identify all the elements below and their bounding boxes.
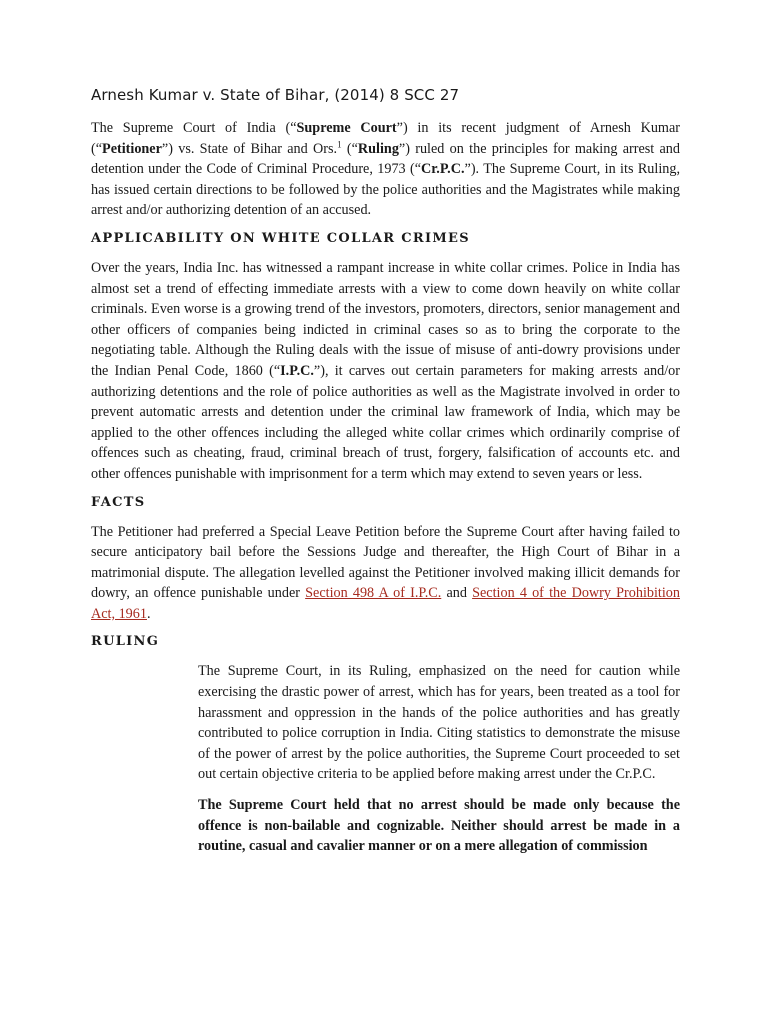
ruling-blockquote [198,661,680,856]
section-498a-link[interactable]: Section 498 A of I.P.C. [305,585,442,602]
defined-term-ruling: Ruling [357,140,399,157]
dowry-act-link[interactable]: Section 4 of the Dowry Prohibition Act, 1961 [91,585,680,622]
defined-term-ipc: I.P.C. [280,362,314,379]
case-title: Arnesh Kumar v. State of Bihar, (2014) 8 SCC 27 [91,86,460,104]
applicability-text: ”), it carves out certain parameters for making arrests and/or authorizing detentions and the role of police authorities as well as the Magistrate involved in order to prevent automatic arrests and detention under the criminal law framework of India, which may be applied to the other offences including the alleged white collar crimes which ordinarily comprise of offences such as cheating, fraud, criminal breach of trust, forgery, falsification of accounts etc. and other offences punishable with imprisonment for a term which may extend to seven years or less. [91,362,680,482]
defined-term-petitioner: Petitioner [102,140,162,157]
facts-text: The Petitioner had preferred a Special Leave Petition before the Supreme Court after having failed to secure anticipatory bail before the Sessions Judge and thereafter, the High Court of Bihar in a matrimonial dispute. The allegation levelled against the Petitioner involved making illicit demands for dowry, an offence punishable under [91,523,680,602]
section-heading-facts: FACTS [91,494,146,510]
ruling-bold-paragraph: The Supreme Court held that no arrest should be made only because the offence is non-bailable and cognizable. Neither should arrest be made in a routine, casual and cavalier manner or on a mere allegation of commission [198,797,680,855]
intro-paragraph [91,118,680,221]
defined-term-crpc: Cr.P.C. [421,161,465,178]
intro-text: ”). The Supreme Court, in its Ruling, has issued certain directions to be followed by the police authorities and the Magistrates while making arrest and/or authorizing detention of an accused. [91,161,681,219]
ruling-quote-paragraph: The Supreme Court, in its Ruling, emphasized on the need for caution while exercising the drastic power of arrest, which has for years, been treated as a tool for harassment and oppression in the hands of the police authorities and has greatly contributed to police corruption in India. Citing statistics to demonstrate the misuse of the power of arrest by the police authorities, the Supreme Court proceeded to set out certain objective criteria to be applied before making arrest under the Cr.P.C. [198,663,680,783]
intro-text: The Supreme Court of India (“ [91,120,297,136]
facts-text: . [146,605,151,622]
section-heading-applicability: APPLICABILITY ON WHITE COLLAR CRIMES [91,230,470,246]
intro-text: ”) in its recent judgment of Arnesh Kumar (“ [91,120,680,157]
facts-paragraph [91,522,680,625]
applicability-text: Over the years, India Inc. has witnessed a rampant increase in white collar crimes. Police in India has almost set a trend of effecting immediate arrests with a view to come down heavily on white collar criminals. Even worse is a growing trend of the investors, promoters, directors, senior management and other officers of companies being indicted in criminal cases so as to bring the corporate to the negotiating table. Although the Ruling deals with the issue of misuse of anti-dowry provisions under the Indian Penal Code, 1860 (“ [91,259,680,379]
facts-text: and [441,585,473,602]
intro-text: ”) ruled on the principles for making arrest and detention under the Code of Criminal Procedure, 1973 (“ [91,140,680,178]
intro-text: ”) vs. State of Bihar and Ors. [161,140,338,157]
defined-term-supreme-court: Supreme Court [296,120,397,136]
applicability-paragraph [91,258,680,485]
section-heading-ruling: RULING [91,634,160,650]
intro-text: (“ [341,140,358,157]
footnote-ref[interactable]: 1 [337,138,342,149]
